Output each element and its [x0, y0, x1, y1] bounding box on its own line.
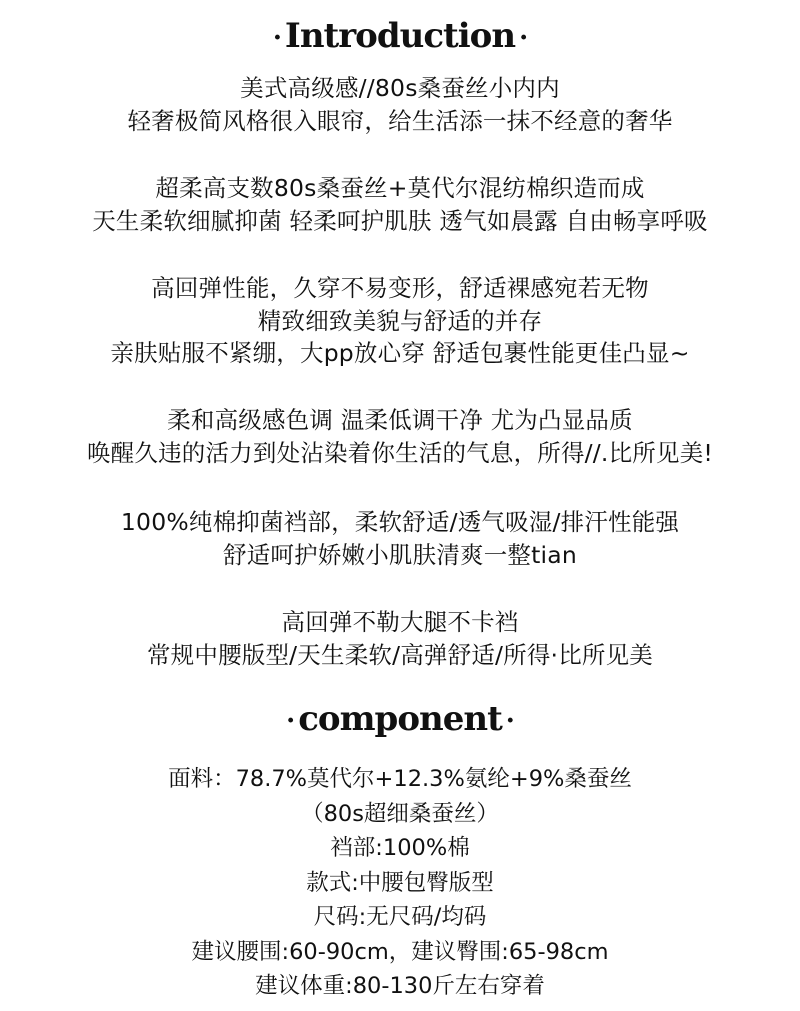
intro-line: 舒适呵护娇嫩小肌肤清爽一整tian: [223, 540, 577, 569]
intro-line: 100%纯棉抑菌裆部，柔软舒适/透气吸湿/排汗性能强: [120, 508, 680, 536]
intro-paragraph-4: [0, 404, 800, 469]
intro-line: 常规中腰版型/天生柔软/高弹舒适/所得·比所见美: [146, 640, 654, 669]
spec-crotch: 裆部:100%棉: [330, 835, 470, 861]
spec-fabric: 面料：78.7%莫代尔+12.3%氨纶+9%桑蚕丝: [168, 766, 632, 792]
intro-paragraph-2: [0, 172, 800, 237]
intro-line: 美式高级感//80s桑蚕丝小内内: [240, 74, 560, 102]
introduction-title: Introduction: [284, 16, 516, 56]
intro-line: 超柔高支数80s桑蚕丝+莫代尔混纺棉织造而成: [155, 174, 645, 202]
intro-line: 高回弹不勒大腿不卡裆: [281, 608, 519, 636]
heading-dot-left: ·: [272, 23, 281, 53]
heading-dot-right: ·: [505, 706, 514, 736]
spec-waist-hip: 建议腰围:60-90cm，建议臀围:65-98cm: [191, 938, 609, 965]
spec-style: 款式:中腰包臀版型: [306, 869, 494, 896]
spec-weight: 建议体重:80-130斤左右穿着: [255, 973, 545, 999]
intro-line: 轻奢极简风格很入眼帘，给生活添一抹不经意的奢华: [127, 106, 673, 135]
spec-size: 尺码:无尺码/均码: [313, 904, 487, 930]
heading-dot-left: ·: [286, 706, 295, 736]
introduction-heading: [0, 16, 800, 58]
intro-line: 唤醒久违的活力到处沾染着你生活的气息，所得//.比所见美!: [86, 438, 714, 467]
intro-paragraph-3: [0, 272, 800, 370]
spec-fabric-note: （80s超细桑蚕丝）: [301, 800, 499, 827]
component-spec-list: [0, 762, 800, 1004]
intro-paragraph-1: [0, 72, 800, 137]
component-title: component: [298, 699, 502, 739]
intro-paragraph-6: [0, 606, 800, 671]
intro-line: 精致细致美貌与舒适的并存: [257, 306, 543, 335]
intro-line: 天生柔软细腻抑菌 轻柔呵护肌肤 透气如晨露 自由畅享呼吸: [92, 206, 708, 235]
intro-line: 亲肤贴服不紧绷，大pp放心穿 舒适包裹性能更佳凸显~: [110, 339, 690, 367]
intro-line: 柔和高级感色调 温柔低调干净 尤为凸显品质: [167, 406, 633, 434]
heading-dot-right: ·: [519, 23, 528, 53]
intro-line: 高回弹性能，久穿不易变形，舒适裸感宛若无物: [151, 274, 649, 302]
component-heading: [0, 699, 800, 741]
intro-paragraph-5: [0, 506, 800, 571]
